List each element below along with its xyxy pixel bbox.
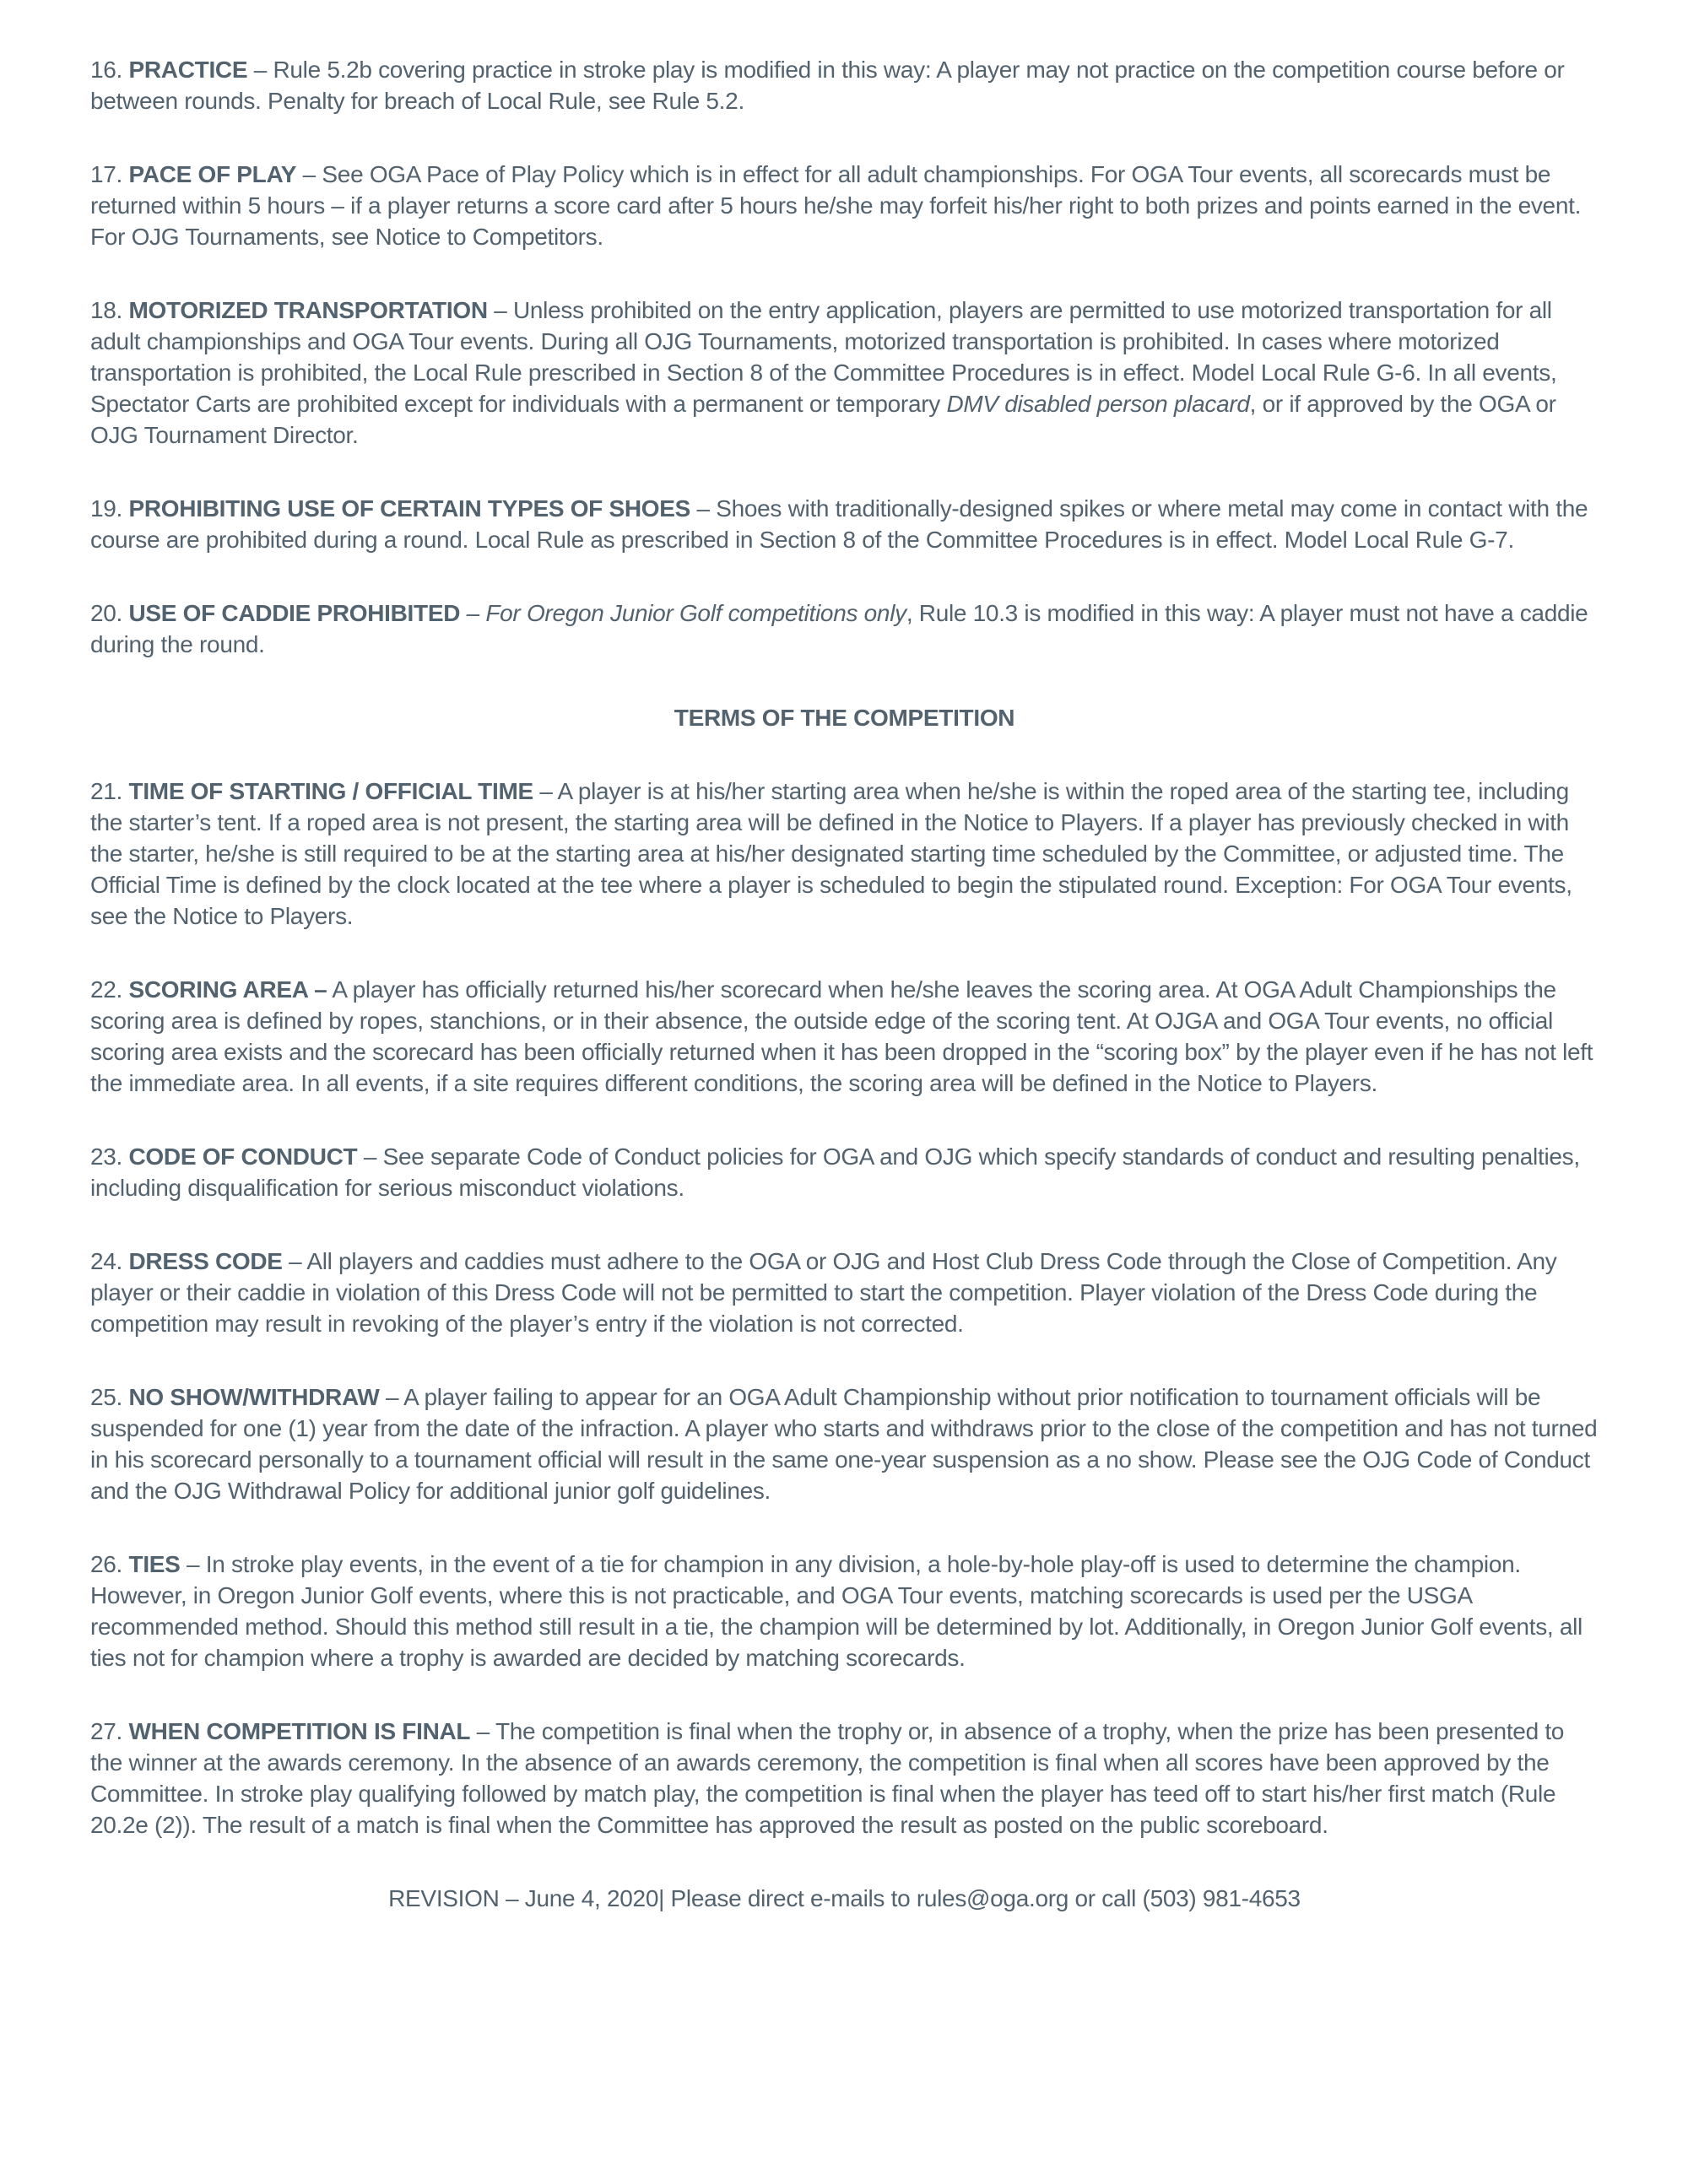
rule-title: NO SHOW/WITHDRAW [128, 1384, 380, 1410]
rule-paragraph [90, 776, 1599, 932]
footer-revision-line: REVISION – June 4, 2020| Please direct e-mails to rules@oga.org or call (503) 981-4653 [388, 1885, 1301, 1911]
rule-title: USE OF CADDIE PROHIBITED [128, 600, 461, 626]
rule-text: – A player failing to appear for an OGA Adult Championship without prior notification to tournament officials will be suspended for one (1) year from the date of the infraction. A player who starts and withdraws prior to the close of the competition and has not turned in his scorecard personally to a tournament official will result in the same one-year suspension as a no show. Please see the OJG Code of Conduct and the OJG Withdrawal Policy for additional junior golf guidelines. [90, 1384, 1598, 1504]
rule-text: – Shoes with traditionally-designed spikes or where metal may come in contact with the course are prohibited during a round. Local Rule as prescribed in Section 8 of the Committee Procedures is in effect. Model Local Rule G-7. [90, 495, 1588, 553]
rule-number: 24. [90, 1248, 129, 1274]
rule-title: DRESS CODE [128, 1248, 283, 1274]
rule-paragraph [90, 1246, 1599, 1339]
rule-paragraph [90, 295, 1599, 451]
rule-number: 19. [90, 495, 129, 522]
rule-text: , or if approved by the OGA or OJG Tournament Director. [90, 391, 1556, 448]
rule-text: – The competition is final when the trophy or, in absence of a trophy, when the prize has been presented to the winner at the awards ceremony. In the absence of an awards ceremony, the competition is final when all scores have been approved by the Committee. In stroke play qualifying followed by match play, the competition is final when the player has teed off to start his/her first match (Rule 20.2e (2)). The result of a match is final when the Committee has approved the result as posted on the public scoreboard. [90, 1718, 1565, 1838]
rule-paragraph [90, 1381, 1599, 1506]
rule-title: TIME OF STARTING / OFFICIAL TIME [128, 778, 533, 804]
rule-text: – A player is at his/her starting area when he/she is within the roped area of the starting tee, including the starter’s tent. If a roped area is not present, the starting area will be defined in the Notice to Players. If a player has previously checked in with the starter, he/she is still required to be at the starting area at his/her designated starting time scheduled by the Committee, or adjusted time. The Official Time is defined by the clock located at the tee where a player is scheduled to begin the stipulated round. Exception: For OGA Tour events, see the Notice to Players. [90, 778, 1572, 929]
rule-number: 21. [90, 778, 129, 804]
rule-number: 16. [90, 57, 129, 83]
rule-title: MOTORIZED TRANSPORTATION [128, 297, 488, 323]
rule-title: PACE OF PLAY [128, 161, 297, 187]
rule-text: – [460, 600, 486, 626]
rule-number: 26. [90, 1551, 129, 1577]
rule-paragraph [90, 597, 1599, 660]
rule-number: 22. [90, 976, 129, 1003]
rule-text: – Unless prohibited on the entry application, players are permitted to use motorized transportation for all adult championships and OGA Tour events. During all OJG Tournaments, motorized transportation is prohibited. In cases where motorized transportation is prohibited, the Local Rule prescribed in Section 8 of the Committee Procedures is in effect. Model Local Rule G-6. In all events, Spectator Carts are prohibited except for individuals with a permanent or temporary [90, 297, 1557, 417]
rule-text: – See separate Code of Conduct policies for OGA and OJG which specify standards of conduct and resulting penalties, including disqualification for serious misconduct violations. [90, 1143, 1580, 1201]
rule-number: 20. [90, 600, 129, 626]
rule-paragraph [90, 1549, 1599, 1673]
rule-text: – Rule 5.2b covering practice in stroke play is modified in this way: A player may not practice on the competition course before or between rounds. Penalty for breach of Local Rule, see Rule 5.2. [90, 57, 1565, 114]
rule-text: , Rule 10.3 is modified in this way: A player must not have a caddie during the round. [90, 600, 1588, 657]
rule-title: PRACTICE [128, 57, 248, 83]
rule-title: CODE OF CONDUCT [128, 1143, 358, 1170]
rule-paragraph [90, 159, 1599, 252]
rule-paragraph [90, 974, 1599, 1099]
rule-text-italic: DMV disabled person placard [946, 391, 1250, 417]
rule-text: A player has officially returned his/her scorecard when he/she leaves the scoring area. At OGA Adult Championships the scoring area is defined by ropes, stanchions, or in their absence, the outside edge of the scoring tent. At OJGA and OGA Tour events, no official scoring area exists and the scorecard has been officially returned when it has been dropped in the “scoring box” by the player even if he has not left the immediate area. In all events, if a site requires different conditions, the scoring area will be defined in the Notice to Players. [90, 976, 1593, 1096]
rule-text: – All players and caddies must adhere to the OGA or OJG and Host Club Dress Code through the Close of Competition. Any player or their caddie in violation of this Dress Code will not be permitted to start the competition. Player violation of the Dress Code during the competition may result in revoking of the player’s entry if the violation is not corrected. [90, 1248, 1557, 1337]
rule-title: SCORING AREA – [128, 976, 327, 1003]
document-body [90, 54, 1599, 1841]
rule-paragraph [90, 54, 1599, 116]
rule-paragraph [90, 1141, 1599, 1203]
rule-title: PROHIBITING USE OF CERTAIN TYPES OF SHOES [128, 495, 690, 522]
rule-text-italic: For Oregon Junior Golf competitions only [485, 600, 906, 626]
rule-number: 25. [90, 1384, 129, 1410]
rule-title: WHEN COMPETITION IS FINAL [128, 1718, 471, 1744]
rule-text: – In stroke play events, in the event of a tie for champion in any division, a hole-by-hole play-off is used to determine the champion. However, in Oregon Junior Golf events, where this is not practicable, and OGA Tour events, matching scorecards is used per the USGA recommended method. Should this method still result in a tie, the champion will be determined by lot. Additionally, in Oregon Junior Golf events, all ties not for champion where a trophy is awarded are decided by matching scorecards. [90, 1551, 1582, 1671]
rule-paragraph [90, 1716, 1599, 1841]
rule-number: 23. [90, 1143, 129, 1170]
rule-number: 18. [90, 297, 129, 323]
section-heading: TERMS OF THE COMPETITION [674, 705, 1015, 731]
rule-text: – See OGA Pace of Play Policy which is in effect for all adult championships. For OGA Tour events, all scorecards must be returned within 5 hours – if a player returns a score card after 5 hours he/she may forfeit his/her right to both prizes and points earned in the event. For OJG Tournaments, see Notice to Competitors. [90, 161, 1582, 250]
rule-paragraph [90, 493, 1599, 555]
rule-number: 17. [90, 161, 129, 187]
rule-title: TIES [128, 1551, 181, 1577]
rule-number: 27. [90, 1718, 129, 1744]
